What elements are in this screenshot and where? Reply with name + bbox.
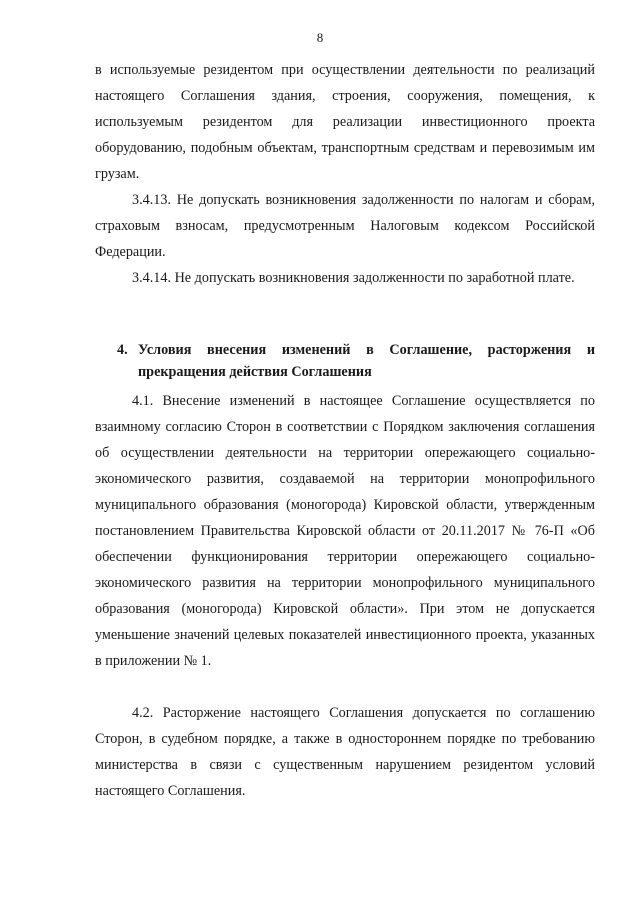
page-number: 8 (316, 30, 324, 45)
clause-4-1 (95, 388, 595, 674)
section-title: Условия внесения изменений в Соглашение, расторжения и прекращения действия Соглашения (138, 342, 595, 380)
section-4-heading (117, 339, 595, 383)
section-heading (117, 339, 595, 383)
paragraph-text: 4.1. Внесение изменений в настоящее Соглашение осуществляется по взаимному согласию Сторон в соответствии с Порядком заключения соглашения об осуществлении деятельности на территории опережающего социально-экономического развития, создаваемой на территории монопрофильного муниципального образования (моногорода) Кировской области, утвержденным постановлением Правительства Кировской области от 20.11.2017 № 76-П «Об обеспечении функционирования территории опережающего социально-экономического развития на территории монопрофильного муниципального образования (моногорода) Кировской области». При этом не допускается уменьшение значений целевых показателей инвестиционного проекта, указанных в приложении № 1. (95, 393, 595, 669)
paragraph-text: 3.4.14. Не допускать возникновения задолженности по заработной плате. (132, 270, 575, 286)
section-number: 4. (117, 342, 128, 358)
clause-4-2 (95, 700, 595, 804)
clause-3-4-13 (95, 187, 595, 265)
paragraph-continuation (95, 57, 595, 187)
clause-3-4-14 (95, 265, 595, 291)
paragraph-text: 4.2. Расторжение настоящего Соглашения допускается по соглашению Сторон, в судебном порядке, а также в одностороннем порядке по требованию министерства в связи с существенным нарушением резидентом условий настоящего Соглашения. (95, 705, 595, 799)
paragraph-text: в используемые резидентом при осуществлении деятельности по реализаций настоящего Соглашения здания, строения, сооружения, помещения, к используемым резидентом для реализации инвестиционного проекта оборудованию, подобным объектам, транспортным средствам и перевозимым им грузам. (95, 62, 595, 182)
paragraph-text: 3.4.13. Не допускать возникновения задолженности по налогам и сборам, страховым взносам, предусмотренным Налоговым кодексом Российской Федерации. (95, 192, 595, 260)
